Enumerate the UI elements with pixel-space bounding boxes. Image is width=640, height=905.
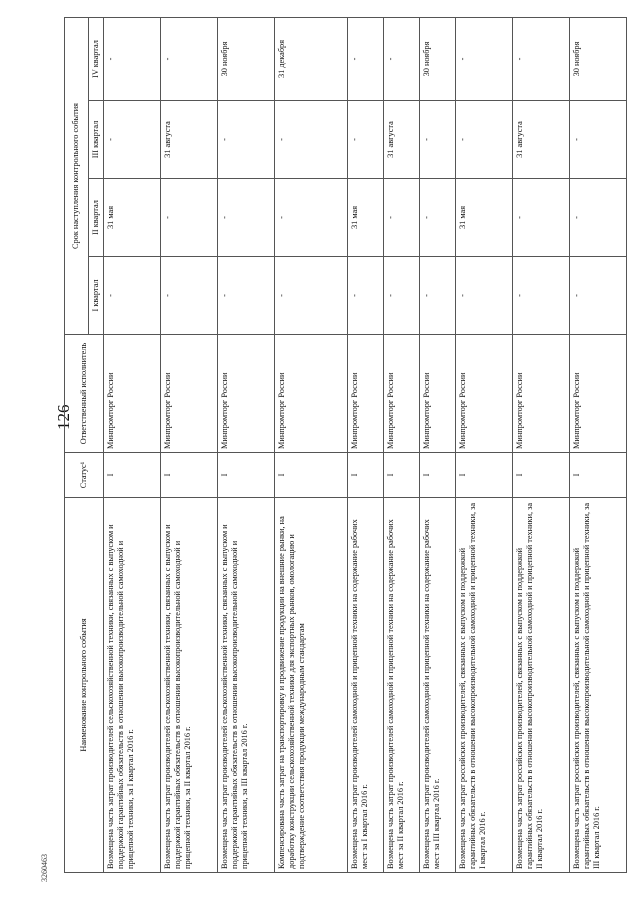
table-row (420, 18, 456, 873)
event-name-cell: Возмещена часть затрат производителей самоходной и прицепной техники на содержание рабочих мест за I квартал 2016 г. (348, 498, 384, 873)
table-row (161, 18, 218, 873)
event-name-cell: Возмещена часть затрат российских производителей, связанных с выпуском и поддержкой гарантийных обязательств в отношении высокопроизводительной самоходной и прицепной техники, за I квартал 2016 г. (456, 498, 513, 873)
q2-cell: - (218, 179, 275, 257)
header-deadline: Срок наступления контрольного события (65, 18, 89, 335)
responsible-cell: Минпромторг России (275, 335, 348, 453)
q3-cell: - (104, 101, 161, 179)
event-name-cell: Возмещена часть затрат производителей сельскохозяйственной техники, связанных с выпуском и поддержкой гарантийных обязательств в отношении высокопроизводительной самоходной и прицепной техники, за III квартал 2016 г. (218, 498, 275, 873)
q1-cell: - (161, 257, 218, 335)
responsible-cell: Минпромторг России (104, 335, 161, 453)
header-q2: II квартал (89, 179, 104, 257)
q4-cell: 31 декабря (275, 18, 348, 101)
q4-cell: 30 ноября (420, 18, 456, 101)
q4-cell: 30 ноября (570, 18, 627, 101)
q2-cell: - (384, 179, 420, 257)
table-row (570, 18, 627, 873)
event-name-cell: Возмещена часть затрат производителей сельскохозяйственной техники, связанных с выпуском и поддержкой гарантийных обязательств в отношении высокопроизводительной самоходной и прицепной техники, за II квартал 2016 г. (161, 498, 218, 873)
q1-cell: - (348, 257, 384, 335)
q3-cell: 31 августа (384, 101, 420, 179)
control-events-table (64, 17, 627, 873)
q4-cell: 30 ноября (218, 18, 275, 101)
q3-cell: - (348, 101, 384, 179)
q3-cell: - (420, 101, 456, 179)
event-name-cell: Компенсирована часть затрат на транспортировку и продвижение продукции на внешние рынки, на доработку конструкции сельскохозяйственной техники для экспортных рынков, омологацию и подтверждение соответствия продукции международным стандартам (275, 498, 348, 873)
status-cell: I (218, 453, 275, 498)
event-name-cell: Возмещена часть затрат российских производителей, связанных с выпуском и поддержкой гарантийных обязательств в отношении высокопроизводительной самоходной и прицепной техники, за II квартал 2016 г. (513, 498, 570, 873)
q4-cell: - (161, 18, 218, 101)
q1-cell: - (570, 257, 627, 335)
table-row (275, 18, 348, 873)
header-name: Наименование контрольного события (65, 498, 104, 873)
q1-cell: - (384, 257, 420, 335)
q4-cell: - (348, 18, 384, 101)
q3-cell: - (275, 101, 348, 179)
q4-cell: - (104, 18, 161, 101)
q4-cell: - (384, 18, 420, 101)
q1-cell: - (420, 257, 456, 335)
status-cell: I (513, 453, 570, 498)
q1-cell: - (218, 257, 275, 335)
q2-cell: - (420, 179, 456, 257)
q3-cell: 31 августа (513, 101, 570, 179)
q1-cell: - (513, 257, 570, 335)
status-cell: I (348, 453, 384, 498)
header-q1: I квартал (89, 257, 104, 335)
q2-cell: - (161, 179, 218, 257)
status-cell: I (570, 453, 627, 498)
table-body (104, 18, 627, 873)
q2-cell: - (570, 179, 627, 257)
q2-cell: 31 мая (348, 179, 384, 257)
event-name-cell: Возмещена часть затрат российских производителей, связанных с выпуском и поддержкой гарантийных обязательств в отношении высокопроизводительной самоходной и прицепной техники, за III квартал 2016 г. (570, 498, 627, 873)
q4-cell: - (513, 18, 570, 101)
responsible-cell: Минпромторг России (218, 335, 275, 453)
q3-cell: - (218, 101, 275, 179)
responsible-cell: Минпромторг России (161, 335, 218, 453)
event-name-cell: Возмещена часть затрат производителей самоходной и прицепной техники на содержание рабочих мест за II квартал 2016 г. (384, 498, 420, 873)
q3-cell: - (570, 101, 627, 179)
event-name-cell: Возмещена часть затрат производителей самоходной и прицепной техники на содержание рабочих мест за III квартал 2016 г. (420, 498, 456, 873)
table-row (218, 18, 275, 873)
header-q3: III квартал (89, 101, 104, 179)
responsible-cell: Минпромторг России (513, 335, 570, 453)
q2-cell: - (513, 179, 570, 257)
status-cell: I (456, 453, 513, 498)
responsible-cell: Минпромторг России (348, 335, 384, 453)
q1-cell: - (104, 257, 161, 335)
q3-cell: - (456, 101, 513, 179)
status-cell: I (384, 453, 420, 498)
header-responsible: Ответственный исполнитель (65, 335, 104, 453)
q2-cell: - (275, 179, 348, 257)
table-row (348, 18, 384, 873)
q1-cell: - (275, 257, 348, 335)
table-row (384, 18, 420, 873)
responsible-cell: Минпромторг России (456, 335, 513, 453)
document-code: 3260463 (40, 854, 49, 882)
responsible-cell: Минпромторг России (384, 335, 420, 453)
q3-cell: 31 августа (161, 101, 218, 179)
table-row (456, 18, 513, 873)
status-cell: I (275, 453, 348, 498)
responsible-cell: Минпромторг России (570, 335, 627, 453)
q2-cell: 31 мая (456, 179, 513, 257)
table-row (104, 18, 161, 873)
status-cell: I (104, 453, 161, 498)
table-row (513, 18, 570, 873)
header-status: Статус¹ (65, 453, 104, 498)
page-number: 126 (54, 404, 73, 430)
rotated-page (64, 18, 619, 873)
q2-cell: 31 мая (104, 179, 161, 257)
responsible-cell: Минпромторг России (420, 335, 456, 453)
status-cell: I (161, 453, 218, 498)
status-cell: I (420, 453, 456, 498)
q1-cell: - (456, 257, 513, 335)
q4-cell: - (456, 18, 513, 101)
event-name-cell: Возмещена часть затрат производителей сельскохозяйственной техники, связанных с выпуском и поддержкой гарантийных обязательств в отношении высокопроизводительной самоходной и прицепной техники, за I квартал 2016 г. (104, 498, 161, 873)
header-q4: IV квартал (89, 18, 104, 101)
